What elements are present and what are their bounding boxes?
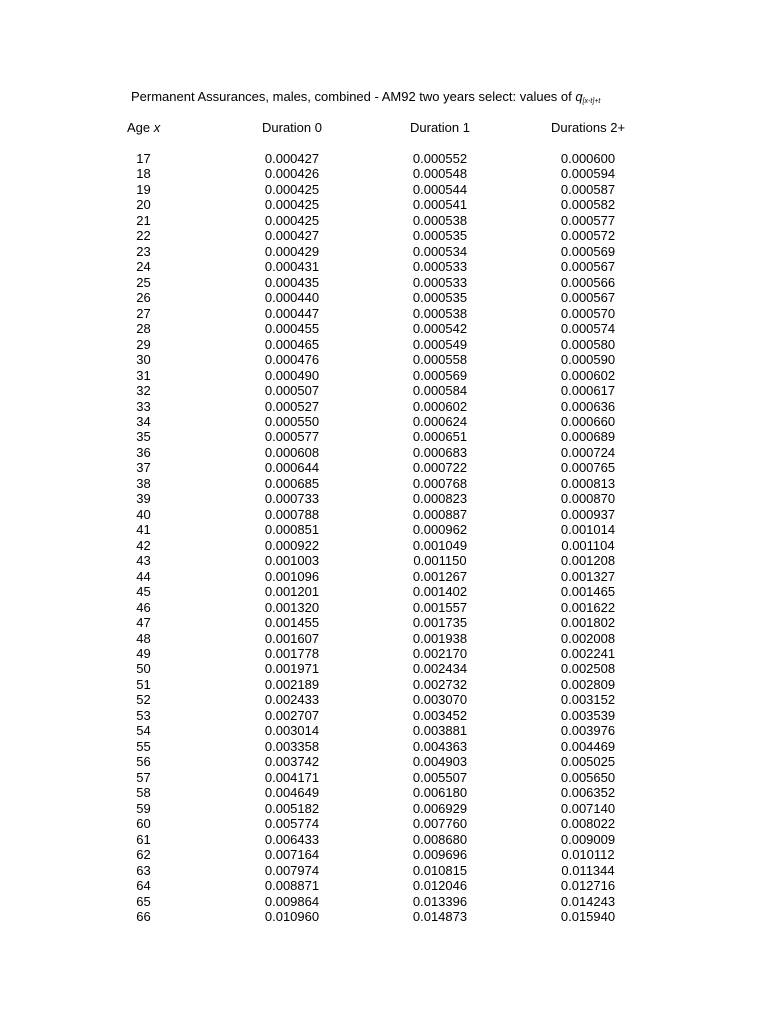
table-row: [0, 182, 768, 197]
cell-duration-0: 0.000447: [264, 305, 320, 321]
cell-duration-0: 0.003742: [264, 754, 320, 770]
cell-duration-2plus: 0.000566: [560, 274, 616, 290]
header-duration-2plus: Durations 2+: [551, 120, 626, 135]
cell-age: 23: [136, 243, 151, 259]
header-duration-0: Duration 0: [262, 120, 322, 135]
table-row: [0, 290, 768, 305]
table-row: [0, 770, 768, 785]
cell-duration-1: 0.006929: [412, 800, 468, 816]
cell-age: 43: [136, 553, 151, 569]
cell-duration-1: 0.000602: [412, 398, 468, 414]
table-row: [0, 445, 768, 460]
table-row: [0, 383, 768, 398]
cell-duration-2plus: 0.003152: [560, 692, 616, 708]
cell-duration-2plus: 0.006352: [560, 785, 616, 801]
cell-duration-2plus: 0.000600: [560, 151, 616, 166]
table-row: [0, 832, 768, 847]
cell-duration-2plus: 0.000870: [560, 491, 616, 507]
cell-age: 41: [136, 522, 151, 538]
cell-duration-2plus: 0.000580: [560, 336, 616, 352]
cell-duration-1: 0.004903: [412, 754, 468, 770]
cell-duration-2plus: 0.002508: [560, 661, 616, 677]
cell-duration-1: 0.000651: [412, 429, 468, 445]
cell-duration-1: 0.007760: [412, 816, 468, 832]
table-row: [0, 337, 768, 352]
cell-duration-1: 0.001938: [412, 630, 468, 646]
cell-age: 33: [136, 398, 151, 414]
cell-duration-1: 0.000534: [412, 243, 468, 259]
cell-duration-1: 0.001402: [412, 584, 468, 600]
cell-age: 56: [136, 754, 151, 770]
cell-duration-2plus: 0.000594: [560, 166, 616, 182]
cell-age: 25: [136, 274, 151, 290]
cell-age: 48: [136, 630, 151, 646]
table-row: [0, 692, 768, 707]
cell-duration-2plus: 0.007140: [560, 800, 616, 816]
cell-duration-0: 0.000644: [264, 460, 320, 476]
table-row: [0, 414, 768, 429]
cell-age: 53: [136, 707, 151, 723]
cell-duration-1: 0.000549: [412, 336, 468, 352]
cell-age: 22: [136, 228, 151, 244]
cell-duration-0: 0.004171: [264, 769, 320, 785]
cell-duration-0: 0.001778: [264, 646, 320, 661]
table-row: [0, 739, 768, 754]
table-row: [0, 847, 768, 862]
cell-age: 24: [136, 259, 151, 275]
cell-duration-1: 0.000544: [412, 181, 468, 197]
table-row: [0, 522, 768, 537]
table-row: [0, 631, 768, 646]
cell-age: 44: [136, 568, 151, 584]
cell-duration-1: 0.000538: [412, 212, 468, 228]
cell-duration-1: 0.000558: [412, 352, 468, 368]
cell-duration-0: 0.000550: [264, 413, 320, 429]
cell-duration-0: 0.000426: [264, 166, 320, 182]
page-title: [131, 88, 600, 111]
cell-duration-2plus: 0.000617: [560, 383, 616, 399]
table-row: [0, 259, 768, 274]
table-row: [0, 476, 768, 491]
cell-age: 36: [136, 444, 151, 460]
cell-duration-2plus: 0.000582: [560, 197, 616, 213]
table-row: [0, 584, 768, 599]
cell-duration-2plus: 0.000813: [560, 475, 616, 491]
cell-age: 62: [136, 847, 151, 863]
cell-duration-2plus: 0.000574: [560, 321, 616, 337]
table-row: [0, 306, 768, 321]
cell-duration-0: 0.000425: [264, 212, 320, 228]
table-row: [0, 677, 768, 692]
table-row: [0, 801, 768, 816]
table-row: [0, 615, 768, 630]
cell-age: 58: [136, 785, 151, 801]
cell-duration-1: 0.006180: [412, 785, 468, 801]
cell-age: 28: [136, 321, 151, 337]
cell-duration-2plus: 0.011344: [561, 862, 615, 878]
cell-duration-2plus: 0.000570: [560, 305, 616, 321]
cell-duration-1: 0.002434: [412, 661, 468, 677]
cell-age: 59: [136, 800, 151, 816]
title-subscript: [x-t]+t: [582, 98, 601, 105]
title-symbol: q: [575, 89, 583, 104]
cell-duration-0: 0.000427: [264, 228, 320, 244]
cell-duration-0: 0.006433: [264, 831, 320, 847]
header-age-label: Age: [127, 120, 154, 135]
cell-duration-2plus: 0.000590: [560, 352, 616, 368]
cell-duration-1: 0.000887: [412, 506, 468, 522]
cell-duration-0: 0.007164: [264, 847, 320, 863]
cell-duration-0: 0.000435: [264, 274, 320, 290]
cell-duration-1: 0.002170: [412, 646, 468, 661]
cell-duration-0: 0.000733: [264, 491, 320, 507]
cell-age: 20: [136, 197, 151, 213]
cell-duration-1: 0.009696: [412, 847, 468, 863]
cell-age: 63: [136, 862, 151, 878]
table-row: [0, 151, 768, 166]
table-row: [0, 275, 768, 290]
cell-duration-1: 0.000683: [412, 444, 468, 460]
cell-duration-0: 0.000922: [264, 537, 320, 553]
cell-duration-0: 0.003358: [264, 738, 320, 754]
cell-duration-0: 0.008871: [264, 878, 320, 894]
table-row: [0, 878, 768, 893]
cell-duration-1: 0.005507: [412, 769, 468, 785]
cell-age: 50: [136, 661, 151, 677]
table-row: [0, 244, 768, 259]
header-duration-1: Duration 1: [410, 120, 470, 135]
cell-duration-1: 0.000768: [412, 475, 468, 491]
cell-duration-2plus: 0.000572: [560, 228, 616, 244]
cell-age: 30: [136, 352, 151, 368]
cell-age: 38: [136, 475, 151, 491]
cell-age: 52: [136, 692, 151, 708]
title-text: Permanent Assurances, males, combined - AM92 two years select: values of: [131, 89, 576, 104]
cell-age: 54: [136, 723, 151, 739]
cell-duration-2plus: 0.000602: [560, 367, 616, 383]
cell-duration-1: 0.000535: [412, 228, 468, 244]
table-row: [0, 228, 768, 243]
cell-duration-0: 0.007974: [264, 862, 320, 878]
header-age: [127, 120, 160, 136]
cell-age: 19: [136, 181, 151, 197]
cell-duration-2plus: 0.000577: [560, 212, 616, 228]
cell-duration-0: 0.000465: [264, 336, 320, 352]
cell-duration-0: 0.000425: [264, 181, 320, 197]
cell-duration-0: 0.000429: [264, 243, 320, 259]
cell-duration-2plus: 0.009009: [560, 831, 616, 847]
cell-duration-2plus: 0.000724: [560, 444, 616, 460]
table-row: [0, 785, 768, 800]
table-row: [0, 754, 768, 769]
cell-duration-0: 0.001455: [264, 615, 320, 631]
cell-age: 39: [136, 491, 151, 507]
cell-duration-1: 0.003881: [412, 723, 468, 739]
cell-duration-0: 0.000608: [264, 444, 320, 460]
cell-age: 45: [136, 584, 151, 600]
cell-duration-1: 0.000722: [412, 460, 468, 476]
cell-duration-0: 0.005182: [264, 800, 320, 816]
table-row: [0, 213, 768, 228]
cell-duration-1: 0.003452: [412, 707, 468, 723]
cell-age: 51: [136, 676, 151, 692]
cell-duration-0: 0.002707: [264, 707, 320, 723]
table-row: [0, 429, 768, 444]
table-row: [0, 863, 768, 878]
cell-duration-0: 0.000577: [264, 429, 320, 445]
cell-age: 65: [136, 893, 151, 909]
table-row: [0, 368, 768, 383]
cell-duration-2plus: 0.003539: [560, 707, 616, 723]
cell-duration-2plus: 0.001208: [560, 553, 616, 569]
cell-age: 21: [136, 212, 151, 228]
cell-age: 29: [136, 336, 151, 352]
cell-duration-2plus: 0.000567: [560, 290, 616, 306]
cell-age: 31: [136, 367, 151, 383]
cell-duration-0: 0.000490: [264, 367, 320, 383]
cell-duration-2plus: 0.000689: [560, 429, 616, 445]
table-row: [0, 600, 768, 615]
cell-age: 49: [136, 646, 151, 661]
cell-duration-1: 0.003070: [412, 692, 468, 708]
table-row: [0, 166, 768, 181]
cell-duration-2plus: 0.008022: [560, 816, 616, 832]
table-row: [0, 491, 768, 506]
cell-age: 57: [136, 769, 151, 785]
cell-duration-0: 0.002189: [264, 676, 320, 692]
cell-age: 64: [136, 878, 151, 894]
cell-age: 47: [136, 615, 151, 631]
table-row: [0, 894, 768, 909]
cell-duration-1: 0.000541: [412, 197, 468, 213]
cell-age: 17: [136, 151, 151, 166]
cell-age: 40: [136, 506, 151, 522]
cell-duration-1: 0.001150: [413, 553, 467, 569]
cell-age: 60: [136, 816, 151, 832]
cell-duration-2plus: 0.000765: [560, 460, 616, 476]
cell-duration-2plus: 0.001104: [561, 537, 615, 553]
cell-duration-1: 0.001557: [412, 599, 468, 615]
cell-duration-1: 0.001267: [412, 568, 468, 584]
cell-duration-0: 0.000455: [264, 321, 320, 337]
table-row: [0, 399, 768, 414]
cell-duration-0: 0.000507: [264, 383, 320, 399]
cell-duration-1: 0.000624: [412, 413, 468, 429]
cell-duration-1: 0.012046: [412, 878, 468, 894]
cell-duration-2plus: 0.001802: [560, 615, 616, 631]
cell-age: 27: [136, 305, 151, 321]
cell-duration-0: 0.000476: [264, 352, 320, 368]
cell-duration-2plus: 0.000567: [560, 259, 616, 275]
cell-duration-2plus: 0.004469: [560, 738, 616, 754]
cell-duration-0: 0.010960: [264, 908, 320, 924]
cell-duration-1: 0.010815: [412, 862, 468, 878]
cell-duration-0: 0.001320: [264, 599, 320, 615]
cell-duration-1: 0.000538: [412, 305, 468, 321]
cell-age: 26: [136, 290, 151, 306]
table-row: [0, 352, 768, 367]
cell-duration-2plus: 0.000937: [560, 506, 616, 522]
cell-age: 32: [136, 383, 151, 399]
cell-duration-2plus: 0.002241: [560, 646, 616, 661]
cell-duration-1: 0.000823: [412, 491, 468, 507]
cell-duration-0: 0.001003: [264, 553, 320, 569]
cell-duration-2plus: 0.000636: [560, 398, 616, 414]
cell-duration-0: 0.001096: [264, 568, 320, 584]
table-row: [0, 723, 768, 738]
cell-duration-2plus: 0.001014: [560, 522, 616, 538]
cell-age: 35: [136, 429, 151, 445]
cell-duration-0: 0.000788: [264, 506, 320, 522]
cell-age: 34: [136, 413, 151, 429]
cell-duration-0: 0.000527: [264, 398, 320, 414]
cell-duration-2plus: 0.000660: [560, 413, 616, 429]
cell-duration-2plus: 0.000569: [560, 243, 616, 259]
table-row: [0, 553, 768, 568]
cell-duration-0: 0.009864: [264, 893, 320, 909]
cell-duration-2plus: 0.003976: [560, 723, 616, 739]
cell-duration-0: 0.000440: [264, 290, 320, 306]
cell-duration-0: 0.000431: [264, 259, 320, 275]
cell-age: 37: [136, 460, 151, 476]
cell-duration-0: 0.004649: [264, 785, 320, 801]
cell-duration-2plus: 0.001465: [560, 584, 616, 600]
table-row: [0, 569, 768, 584]
mortality-table: [0, 151, 768, 924]
cell-duration-1: 0.001049: [412, 537, 468, 553]
cell-duration-1: 0.000533: [412, 259, 468, 275]
cell-duration-2plus: 0.010112: [561, 847, 615, 863]
cell-duration-0: 0.001607: [264, 630, 320, 646]
cell-duration-1: 0.004363: [412, 738, 468, 754]
cell-duration-0: 0.000851: [264, 522, 320, 538]
cell-age: 18: [136, 166, 151, 182]
header-age-var: x: [153, 120, 161, 135]
cell-duration-2plus: 0.005650: [560, 769, 616, 785]
cell-duration-1: 0.000533: [412, 274, 468, 290]
table-row: [0, 708, 768, 723]
table-row: [0, 661, 768, 676]
cell-duration-1: 0.013396: [412, 893, 468, 909]
cell-duration-1: 0.000569: [412, 367, 468, 383]
cell-age: 61: [136, 831, 151, 847]
table-row: [0, 909, 768, 924]
cell-duration-2plus: 0.002008: [560, 630, 616, 646]
cell-duration-0: 0.000427: [264, 151, 320, 166]
cell-duration-1: 0.000535: [412, 290, 468, 306]
cell-duration-1: 0.001735: [412, 615, 468, 631]
cell-age: 66: [136, 908, 151, 924]
cell-duration-2plus: 0.005025: [560, 754, 616, 770]
cell-duration-2plus: 0.001327: [560, 568, 616, 584]
table-row: [0, 460, 768, 475]
cell-duration-2plus: 0.015940: [560, 908, 616, 924]
table-row: [0, 197, 768, 212]
cell-duration-0: 0.002433: [264, 692, 320, 708]
table-row: [0, 816, 768, 831]
cell-duration-0: 0.000685: [264, 475, 320, 491]
cell-duration-1: 0.014873: [412, 908, 468, 924]
cell-duration-1: 0.000962: [412, 522, 468, 538]
cell-duration-1: 0.002732: [412, 676, 468, 692]
cell-age: 55: [136, 738, 151, 754]
cell-duration-1: 0.000552: [412, 151, 468, 166]
table-row: [0, 538, 768, 553]
cell-duration-0: 0.005774: [264, 816, 320, 832]
cell-duration-1: 0.000548: [412, 166, 468, 182]
cell-duration-2plus: 0.012716: [560, 878, 616, 894]
cell-duration-0: 0.001971: [264, 661, 320, 677]
cell-age: 42: [136, 537, 151, 553]
cell-duration-2plus: 0.000587: [560, 181, 616, 197]
cell-duration-0: 0.003014: [264, 723, 320, 739]
cell-duration-2plus: 0.002809: [560, 676, 616, 692]
table-row: [0, 646, 768, 661]
cell-duration-0: 0.001201: [264, 584, 320, 600]
cell-duration-1: 0.000542: [412, 321, 468, 337]
table-row: [0, 507, 768, 522]
cell-duration-1: 0.008680: [412, 831, 468, 847]
cell-age: 46: [136, 599, 151, 615]
table-row: [0, 321, 768, 336]
cell-duration-1: 0.000584: [412, 383, 468, 399]
cell-duration-0: 0.000425: [264, 197, 320, 213]
cell-duration-2plus: 0.001622: [560, 599, 616, 615]
cell-duration-2plus: 0.014243: [560, 893, 616, 909]
